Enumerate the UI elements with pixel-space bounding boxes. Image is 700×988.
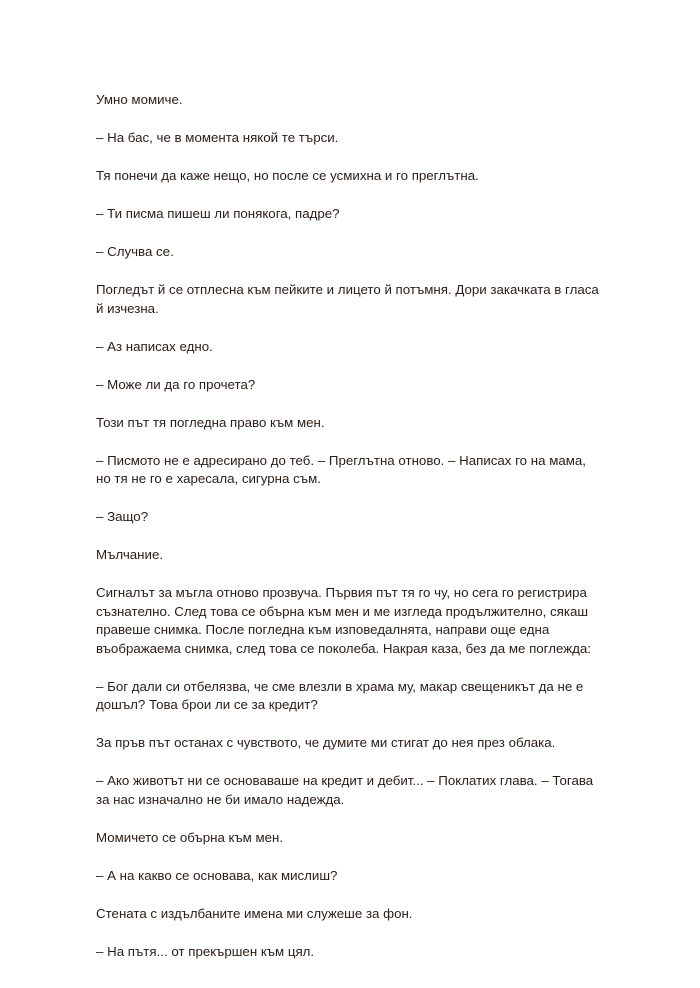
paragraph [96,167,616,186]
text-line: – Писмото не е адресирано до теб. – Преглътна отново. – Написах го на мама, [96,452,586,468]
paragraph [96,414,616,433]
paragraph [96,508,616,527]
text-line: за нас изначално не би имало надежда. [96,791,345,807]
text-line: – А на какво се основава, как мислиш? [96,867,338,883]
document-body [96,91,616,981]
text-line: – На бас, че в момента някой те търси. [96,130,339,145]
text-line: Погледът й се отплесна към пейките и лицето й потъмня. Дори закачката в гласа [96,282,599,297]
text-line: – Ти писма пишеш ли понякога, падре? [96,206,340,221]
text-line: – Може ли да го прочета? [96,376,256,392]
text-line: – Случва се. [96,244,174,259]
text-line: Умно момиче. [96,92,183,107]
text-line: Момичето се обърна към мен. [96,829,284,845]
paragraph [96,943,616,962]
text-line: Тя понечи да каже нещо, но после се усмихна и го преглътна. [96,168,479,183]
text-line: правеше снимка. После погледна към изповедалнята, направи още една [96,622,550,637]
paragraph [96,281,616,318]
text-line: – На пътя... от прекършен към цял. [96,943,315,959]
text-line: За пръв път останах с чувството, че думите ми стигат до нея през облака. [96,735,556,750]
paragraph [96,678,616,715]
text-line: – Аз написах едно. [96,338,213,354]
text-line: въображаема снимка, след това се поколеба. Накрая каза, без да ме поглежда: [96,640,591,656]
paragraph [96,772,616,809]
text-line: Този път тя погледна право към мен. [96,414,325,430]
paragraph [96,376,616,395]
text-line: дошъл? Това брои ли се за кредит? [96,697,318,712]
paragraph [96,829,616,848]
paragraph [96,867,616,886]
paragraph [96,905,616,924]
paragraph [96,243,616,262]
text-line: Сигналът за мъгла отново прозвуча. Първия път тя го чу, но сега го регистрира [96,585,587,600]
text-line: – Ако животът ни се основаваше на кредит и дебит... – Поклатих глава. – Тогава [96,773,594,788]
text-line: но тя не го е харесала, сигурна съм. [96,471,321,486]
text-line: Стената с издълбаните имена ми служеше за фон. [96,905,413,921]
text-line: Мълчание. [96,547,164,562]
paragraph [96,734,616,753]
text-line: съзнателно. След това се обърна към мен и ме изгледа продължително, сякаш [96,603,589,619]
paragraph [96,546,616,565]
paragraph [96,205,616,224]
paragraph [96,91,616,110]
paragraph [96,452,616,489]
text-line: – Защо? [96,509,149,524]
paragraph [96,338,616,357]
text-line: – Бог дали си отбелязва, че сме влезли в храма му, макар свещеникът да не е [96,678,584,694]
text-line: й изчезна. [96,300,159,316]
paragraph [96,584,616,658]
paragraph [96,129,616,148]
